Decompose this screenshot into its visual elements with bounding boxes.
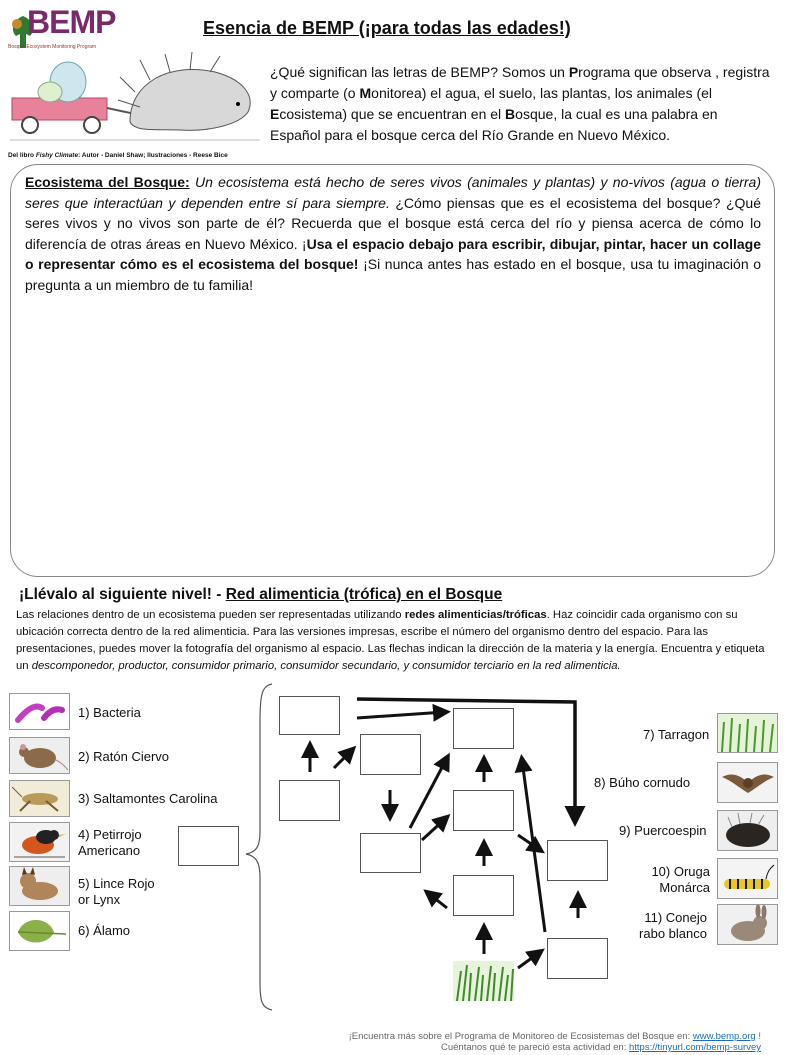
- foodweb-heading: ¡Llévalo al siguiente nivel! - Red alimenticia (trófica) en el Bosque: [19, 586, 503, 603]
- web-box-c[interactable]: [360, 734, 421, 775]
- bemp-website-link[interactable]: www.bemp.org: [692, 1031, 756, 1042]
- organism-label-3: 3) Saltamontes Carolina: [78, 791, 218, 806]
- survey-link[interactable]: https://tinyurl.com/bemp-survey: [629, 1042, 761, 1053]
- porcupine-wagon-illustration: [10, 52, 260, 150]
- organism-label-1: 1) Bacteria: [78, 705, 141, 720]
- organism-label-8: 8) Búho cornudo: [594, 775, 691, 790]
- organism-label-7: 7) Tarragon: [643, 727, 710, 742]
- web-box-e[interactable]: [453, 708, 514, 749]
- porcupine-image[interactable]: [717, 810, 778, 851]
- web-box-a[interactable]: [279, 696, 340, 735]
- caterpillar-image[interactable]: [717, 858, 778, 899]
- organism-label-5: 5) Lince Rojo or Lynx: [78, 876, 155, 907]
- footer-line-2: Cuéntanos qué te pareció esta actividad en: https://tinyurl.com/bemp-survey: [440, 1042, 761, 1053]
- owl-image[interactable]: [717, 762, 778, 803]
- organism-label-6: 6) Álamo: [78, 923, 131, 938]
- web-box-i[interactable]: [547, 938, 608, 979]
- bobcat-image[interactable]: [9, 866, 70, 906]
- rabbit-image[interactable]: [717, 904, 778, 945]
- logo-subtitle: Bosque Ecosystem Monitoring Program: [8, 44, 97, 50]
- organism-label-2: 2) Ratón Ciervo: [78, 749, 170, 764]
- organism-label-4: 4) Petirrojo Americano: [78, 827, 142, 858]
- robin-image[interactable]: [9, 822, 70, 862]
- web-box-d[interactable]: [360, 833, 421, 873]
- ecosystem-instructions: Ecosistema del Bosque: Un ecosistema está hecho de seres vivos (animales y plantas) y no-vivos (agua o tierra) seres que interactúan y dependen entre sí para siempre. ¿Cómo piensas que es el ecosistema del bosque? ¿Qué seres vivos y no vivos son parte de él? Recuerda que el bosque está cerca del río y piensa acerca de cómo lo diferencía de otras áreas en Nuevo México. ¡Usa el espacio debajo para escribir, dibujar, pintar, hacer un collage o representar cómo es el ecosistema del bosque! ¡Si nunca antes has estado en el bosque, usa tu imaginación o pregunta a un miembro de tu familia!: [25, 174, 762, 293]
- bacteria-image[interactable]: [9, 693, 70, 730]
- footer-line-1: ¡Encuentra más sobre el Programa de Monitoreo de Ecosistemas del Bosque en: www.bemp.org !: [348, 1031, 761, 1042]
- organism-label-11: 11) Conejo rabo blanco: [639, 910, 707, 941]
- tarragon-image[interactable]: [717, 713, 778, 753]
- web-box-b[interactable]: [279, 780, 340, 821]
- web-box-g[interactable]: [453, 875, 514, 916]
- organism-label-9: 9) Puercoespin: [619, 823, 707, 838]
- producer-grass-image[interactable]: [453, 961, 514, 1001]
- mouse-image[interactable]: [9, 737, 70, 774]
- grasshopper-image[interactable]: [9, 780, 70, 817]
- intro-paragraph: ¿Qué significan las letras de BEMP? Somos un Programa que observa , registra y comparte (o Monitorea) el agua, el suelo, las plantas, los animales (el Ecosistema) que se encuentran en el Bosque, la cual es una palabra en Español para el bosque cerca del Río Grande en Nuevo México.: [270, 64, 770, 143]
- web-box-h[interactable]: [547, 840, 608, 881]
- brace: [242, 682, 276, 1012]
- organism-label-10: 10) Oruga Monárca: [651, 864, 710, 895]
- answer-box[interactable]: [178, 826, 239, 866]
- web-box-f[interactable]: [453, 790, 514, 831]
- foodweb-instructions: Las relaciones dentro de un ecosistema pueden ser representadas utilizando redes alimenticias/tróficas. Haz coincidir cada organismo con su ubicación correcta dentro de la red alimenticia. Para las versiones impresas, escribe el número del organismo dentro del espacio. Para las presentaciones, puedes mover la fotografía del organismo al espacio. Las flechas indican la dirección de la materia y la energía. Encuentra y etiqueta un descomponedor, productor, consumidor primario, consumidor secundario, y consumidor terciario en la red alimenticia.: [16, 609, 765, 672]
- cottonwood-leaf-image[interactable]: [9, 911, 70, 951]
- logo-text: BEMP: [27, 4, 116, 40]
- page-title: Esencia de BEMP (¡para todas las edades!): [203, 18, 571, 38]
- book-credit: Del libro Fishy Climate: Autor - Daniel Shaw; Ilustraciones - Reese Bice: [8, 152, 228, 159]
